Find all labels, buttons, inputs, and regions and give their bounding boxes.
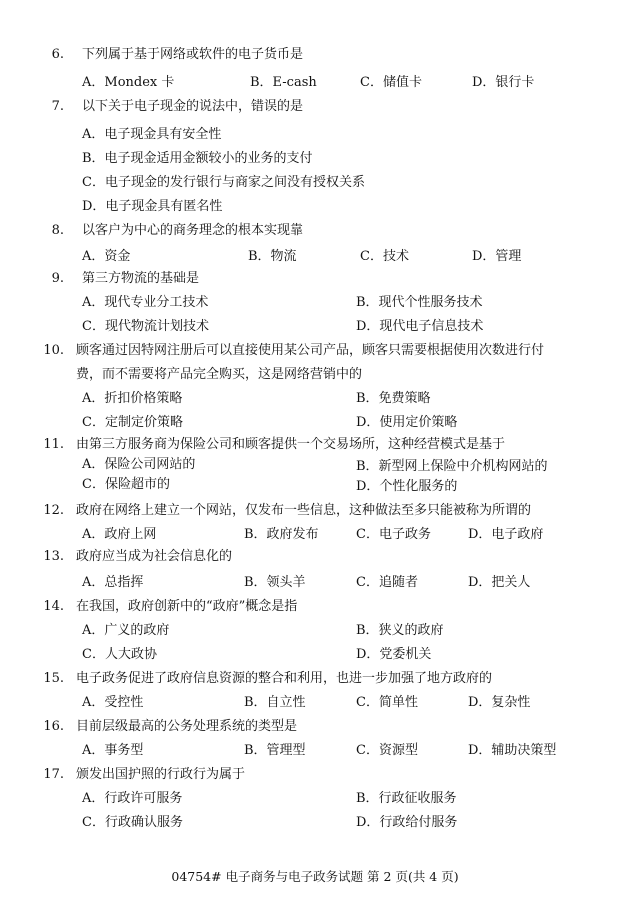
option-a: A．总指挥 <box>82 575 144 590</box>
option-b: B．物流 <box>248 249 297 264</box>
option-a: A．广义的政府 <box>82 623 170 638</box>
option-a: A．折扣价格策略 <box>82 391 183 406</box>
question-number: 7. <box>51 99 64 114</box>
option-a: A．政府上网 <box>82 527 157 542</box>
question-number: 11. <box>43 437 64 452</box>
question-number: 10. <box>43 343 64 358</box>
question-stem: 目前层级最高的公务处理系统的类型是 <box>76 719 298 734</box>
option-b: B．政府发布 <box>244 527 319 542</box>
option-b: B．现代个性服务技术 <box>356 295 483 310</box>
option-a: A．行政许可服务 <box>82 791 183 806</box>
question-number: 9. <box>51 271 64 286</box>
question-stem: 以客户为中心的商务理念的根本实现靠 <box>82 223 304 238</box>
question-number: 15. <box>43 671 64 686</box>
question-number: 17. <box>43 767 64 782</box>
option-b: B．E-cash <box>250 75 317 90</box>
question-stem: 以下关于电子现金的说法中，错误的是 <box>82 99 304 114</box>
option-c: C．现代物流计划技术 <box>82 319 209 334</box>
option-b: B．免费策略 <box>356 391 431 406</box>
option-a: A．保险公司网站的 <box>82 457 196 472</box>
question-stem: 由第三方服务商为保险公司和顾客提供一个交易场所，这种经营模式是基于 <box>76 437 506 452</box>
option-c: C．定制定价策略 <box>82 415 183 430</box>
option-a: A．Mondex 卡 <box>82 75 175 90</box>
option-d: D．把关人 <box>468 575 531 590</box>
option-c: C．电子政务 <box>356 527 431 542</box>
option-d: D．个性化服务的 <box>356 479 458 494</box>
option-c: C．电子现金的发行银行与商家之间没有授权关系 <box>82 175 365 190</box>
option-b: B．电子现金适用金额较小的业务的支付 <box>82 151 313 166</box>
question-stem: 下列属于基于网络或软件的电子货币是 <box>82 47 304 62</box>
option-c: C．资源型 <box>356 743 418 758</box>
question-stem: 颁发出国护照的行政行为属于 <box>76 767 246 782</box>
question-number: 12. <box>43 503 64 518</box>
question-stem: 政府应当成为社会信息化的 <box>76 549 233 564</box>
option-c: C．技术 <box>360 249 409 264</box>
question-stem: 在我国，政府创新中的“政府”概念是指 <box>76 599 298 614</box>
option-b: B．行政征收服务 <box>356 791 457 806</box>
question-stem: 政府在网络上建立一个网站，仅发布一些信息，这种做法至多只能被称为所谓的 <box>76 503 532 518</box>
option-c: C．储值卡 <box>360 75 422 90</box>
option-d: D．党委机关 <box>356 647 432 662</box>
question-number: 14. <box>43 599 64 614</box>
option-c: C．追随者 <box>356 575 418 590</box>
option-a: A．现代专业分工技术 <box>82 295 209 310</box>
option-b: B．新型网上保险中介机构网站的 <box>356 459 548 474</box>
option-d: D．辅助决策型 <box>468 743 557 758</box>
option-c: C．保险超市的 <box>82 477 170 492</box>
option-d: D．电子政府 <box>468 527 544 542</box>
option-a: A．事务型 <box>82 743 144 758</box>
option-d: D．复杂性 <box>468 695 531 710</box>
option-b: B．自立性 <box>244 695 306 710</box>
option-a: A．资金 <box>82 249 131 264</box>
option-a: A．受控性 <box>82 695 144 710</box>
question-number: 8. <box>51 223 64 238</box>
question-number: 13. <box>43 549 64 564</box>
option-d: D．电子现金具有匿名性 <box>82 199 223 214</box>
option-d: D．管理 <box>472 249 522 264</box>
option-d: D．使用定价策略 <box>356 415 458 430</box>
option-c: C．简单性 <box>356 695 418 710</box>
question-stem-continued: 费，而不需要将产品完全购买，这是网络营销中的 <box>76 367 363 382</box>
option-d: D．银行卡 <box>472 75 535 90</box>
question-stem: 第三方物流的基础是 <box>82 271 200 286</box>
question-number: 16. <box>43 719 64 734</box>
option-d: D．行政给付服务 <box>356 815 458 830</box>
page-footer: 04754# 电子商务与电子政务试题 第 2 页(共 4 页) <box>171 869 459 884</box>
question-stem: 电子政务促进了政府信息资源的整合和利用，也进一步加强了地方政府的 <box>76 671 493 686</box>
question-number: 6. <box>51 47 64 62</box>
option-d: D．现代电子信息技术 <box>356 319 484 334</box>
option-a: A．电子现金具有安全性 <box>82 127 222 142</box>
option-b: B．狭义的政府 <box>356 623 444 638</box>
option-c: C．行政确认服务 <box>82 815 183 830</box>
option-b: B．管理型 <box>244 743 306 758</box>
question-stem: 顾客通过因特网注册后可以直接使用某公司产品，顾客只需要根据使用次数进行付 <box>76 343 545 358</box>
option-b: B．领头羊 <box>244 575 306 590</box>
option-c: C．人大政协 <box>82 647 157 662</box>
